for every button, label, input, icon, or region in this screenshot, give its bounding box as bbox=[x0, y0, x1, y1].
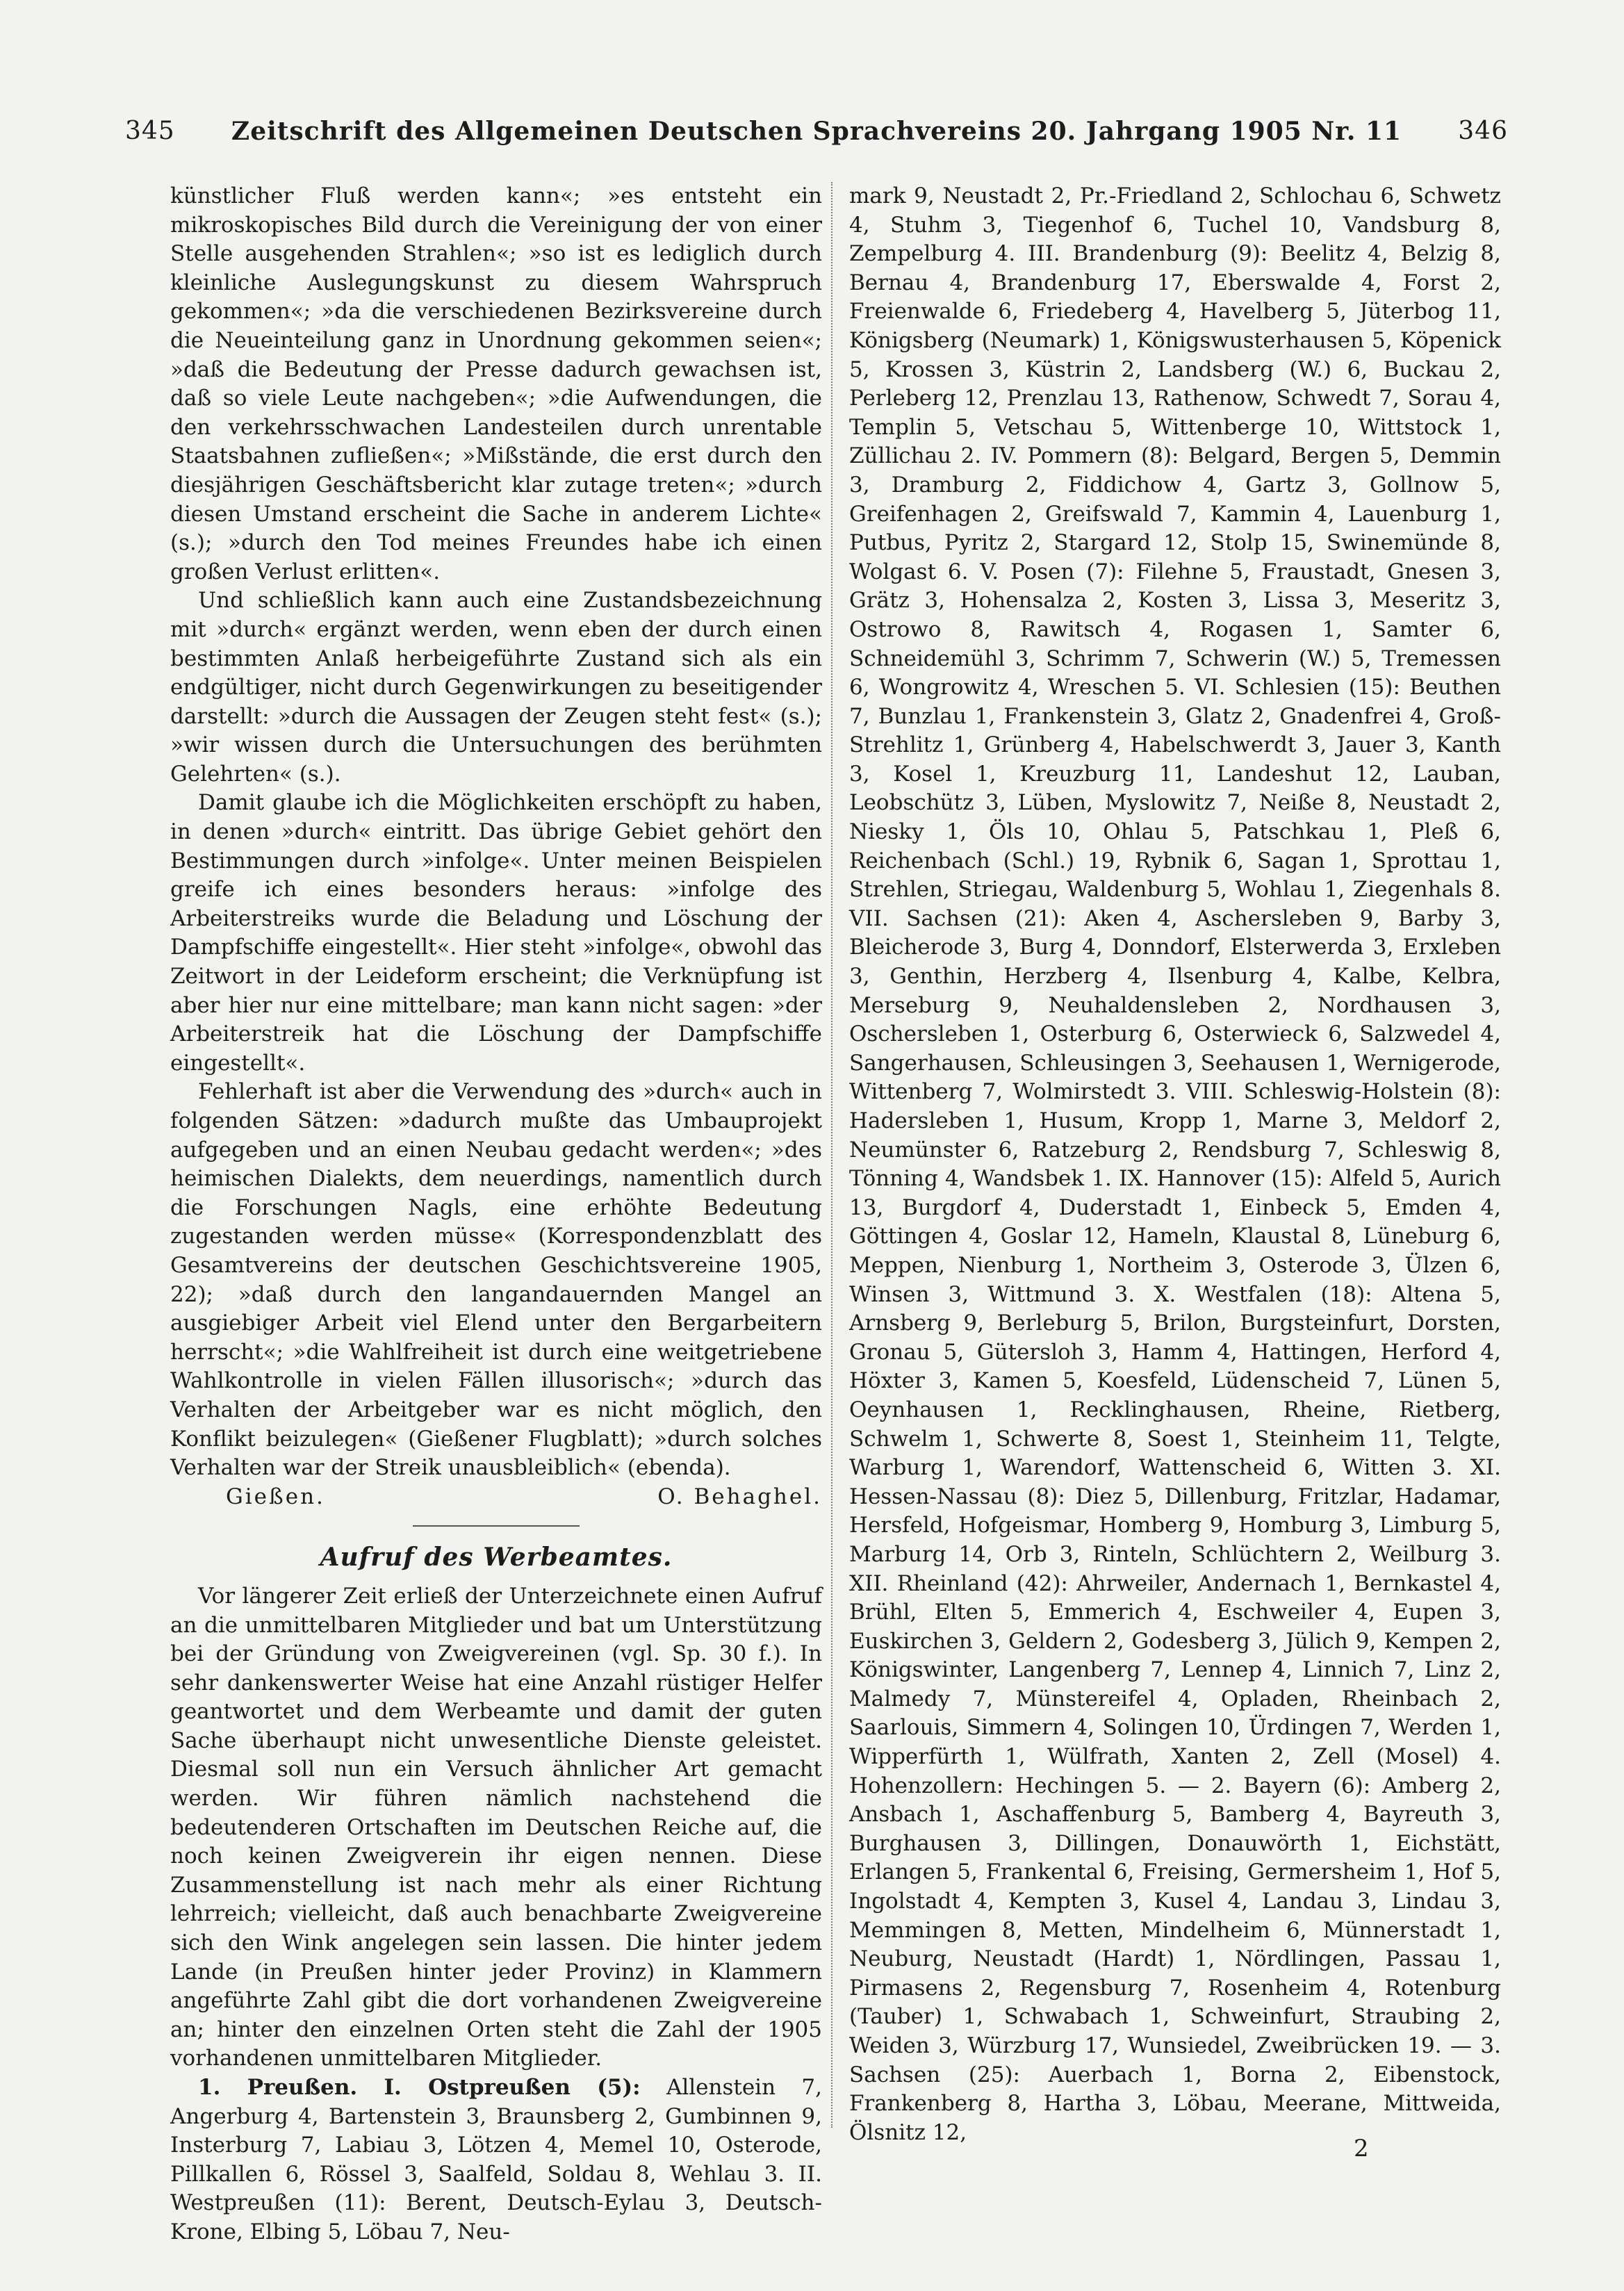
page-number-right: 346 bbox=[1458, 117, 1508, 145]
left-paragraph-3: Damit glaube ich die Möglichkeiten erschöpft zu haben, in denen »durch« eintritt. Das übrige Gebiet gehört den Bestimmungen durch »infolge«. Unter meinen Beispielen greife ich eines besonders heraus: »infolge des Arbeiterstreiks wurde die Beladung und Löschung der Dampfschiffe eingestellt«. Hier steht »infolge«, obwohl das Zeitwort in der Leideform erscheint; die Verknüpfung ist aber hier nur eine mittelbare; man kann nicht sagen: »der Arbeiterstreik hat die Löschung der Dampfschiffe eingestellt«. bbox=[170, 790, 822, 1076]
journal-title: Zeitschrift des Allgemeinen Deutschen Sprachvereins 20. Jahrgang 1905 Nr. 11 bbox=[231, 117, 1402, 146]
signature-author: O. Behaghel. bbox=[657, 1484, 822, 1509]
signature-place: Gießen. bbox=[226, 1484, 325, 1509]
left-column bbox=[170, 182, 822, 2247]
column-divider bbox=[831, 182, 832, 2128]
signature-line bbox=[170, 1483, 822, 1512]
page-number-left: 345 bbox=[125, 117, 175, 145]
list-text: Allenstein 7, Angerburg 4, Bartenstein 3, Braunsberg 2, Gumbinnen 9, Insterburg 7, Labiau 3, Lötzen 4, Memel 10, Osterode, Pillkallen 6, Rössel 3, Saalfeld, Soldau 8, Wehlau 3. II. Westpreußen (11): Berent, Deutsch-Eylau 3, Deutsch-Krone, Elbing 5, Löbau 7, Neu- bbox=[170, 2075, 822, 2244]
right-paragraph-1: mark 9, Neustadt 2, Pr.-Friedland 2, Schlochau 6, Schwetz 4, Stuhm 3, Tiegenhof 6, Tuchel 10, Vandsburg 8, Zempelburg 4. III. Brandenburg (9): Beelitz 4, Belzig 8, Bernau 4, Brandenburg 17, Eberswalde 4, Forst 2, Freienwalde 6, Friedeberg 4, Havelberg 5, Jüterbog 11, Königsberg (Neumark) 1, Königswusterhausen 5, Köpenick 5, Krossen 3, Küstrin 2, Landsberg (W.) 6, Buckau 2, Perleberg 12, Prenzlau 13, Rathenow, Schwedt 7, Sorau 4, Templin 5, Vetschau 5, Wittenberge 10, Wittstock 1, Züllichau 2. IV. Pommern (8): Belgard, Bergen 5, Demmin 3, Dramburg 2, Fiddichow 4, Gartz 3, Gollnow 5, Greifenhagen 2, Greifswald 7, Kammin 4, Lauenburg 1, Putbus, Pyritz 2, Stargard 12, Stolp 15, Swinemünde 8, Wolgast 6. V. Posen (7): Filehne 5, Fraustadt, Gnesen 3, Grätz 3, Hohensalza 2, Kosten 3, Lissa 3, Meseritz 3, Ostrowo 8, Rawitsch 4, Rogasen 1, Samter 6, Schneidemühl 3, Schrimm 7, Schwerin (W.) 5, Tremessen 6, Wongrowitz 4, Wreschen 5. VI. Schlesien (15): Beuthen 7, Bunzlau 1, Frankenstein 3, Glatz 2, Gnadenfrei 4, Groß-Strehlitz 1, Grünberg 4, Habelschwerdt 3, Jauer 3, Kanth 3, Kosel 1, Kreuzburg 11, Landeshut 12, Lauban, Leobschütz 3, Lüben, Myslowitz 7, Neiße 8, Neustadt 2, Niesky 1, Öls 10, Ohlau 5, Patschkau 1, Pleß 6, Reichenbach (Schl.) 19, Rybnik 6, Sagan 1, Sprottau 1, Strehlen, Striegau, Waldenburg 5, Wohlau 1, Ziegenhals 8. VII. Sachsen (21): Aken 4, Aschersleben 9, Barby 3, Bleicherode 3, Burg 4, Donndorf, Elsterwerda 3, Erxleben 3, Genthin, Herzberg 4, Ilsenburg 4, Kalbe, Kelbra, Merseburg 9, Neuhaldensleben 2, Nordhausen 3, Oschersleben 1, Osterburg 6, Osterwieck 6, Salzwedel 4, Sangerhausen, Schleusingen 3, Seehausen 1, Wernigerode, Wittenberg 7, Wolmirstedt 3. VIII. Schleswig-Holstein (8): Hadersleben 1, Husum, Kropp 1, Marne 3, Meldorf 2, Neumünster 6, Ratzeburg 2, Rendsburg 7, Schleswig 8, Tönning 4, Wandsbek 1. IX. Hannover (15): Alfeld 5, Aurich 13, Burgdorf 4, Duderstadt 1, Einbeck 5, Emden 4, Göttingen 4, Goslar 12, Hameln, Klaustal 8, Lüneburg 6, Meppen, Nienburg 1, Northeim 3, Osterode 3, Ülzen 6, Winsen 3, Wittmund 3. X. Westfalen (18): Altena 5, Arnsberg 9, Berleburg 5, Brilon, Burgsteinfurt, Dorsten, Gronau 5, Gütersloh 3, Hamm 4, Hattingen, Herford 4, Höxter 3, Kamen 5, Koesfeld, Lüdenscheid 7, Lünen 5, Oeynhausen 1, Recklinghausen, Rheine, Rietberg, Schwelm 1, Schwerte 8, Soest 1, Steinheim 11, Telgte, Warburg 1, Warendorf, Wattenscheid 6, Witten 3. XI. Hessen-Nassau (8): Diez 5, Dillenburg, Fritzlar, Hadamar, Hersfeld, Hofgeismar, Homberg 9, Homburg 3, Limburg 5, Marburg 14, Orb 3, Rinteln, Schlüchtern 2, Weilburg 3. XII. Rheinland (42): Ahrweiler, Andernach 1, Bernkastel 4, Brühl, Elten 5, Emmerich 4, Eschweiler 4, Eupen 3, Euskirchen 3, Geldern 2, Godesberg 3, Jülich 9, Kempen 2, Königswinter, Langenberg 7, Lennep 4, Linnich 7, Linz 2, Malmedy 7, Münstereifel 4, Opladen, Rheinbach 2, Saarlouis, Simmern 4, Solingen 10, Ürdingen 7, Werden 1, Wipperfürth 1, Wülfrath, Xanten 2, Zell (Mosel) 4. Hohenzollern: Hechingen 5. — 2. Bayern (6): Amberg 2, Ansbach 1, Aschaffenburg 5, Bamberg 4, Bayreuth 3, Burghausen 3, Dillingen, Donauwörth 1, Eichstätt, Erlangen 5, Frankental 6, Freising, Germersheim 1, Hof 5, Ingolstadt 4, Kempten 3, Kusel 4, Landau 3, Lindau 3, Memmingen 8, Metten, Mindelheim 6, Münnerstadt 1, Neuburg, Neustadt (Hardt) 1, Nördlingen, Passau 1, Pirmasens 2, Regensburg 7, Rosenheim 4, Rotenburg (Tauber) 1, Schwabach 1, Schweinfurt, Straubing 2, Weiden 3, Würzburg 17, Wunsiedel, Zweibrücken 19. — 3. Sachsen (25): Auerbach 1, Borna 2, Eibenstock, Frankenberg 8, Hartha 3, Löbau, Meerane, Mittweida, Ölsnitz 12, bbox=[849, 183, 1501, 2145]
left-paragraph-6 bbox=[170, 2074, 822, 2247]
section-heading: Aufruf des Werbeamtes. bbox=[320, 1543, 673, 1573]
left-paragraph-2: Und schließlich kann auch eine Zustandsbezeichnung mit »durch« ergänzt werden, wenn eben der durch einen bestimmten Anlaß herbeigeführte Zustand sich als ein endgültiger, nicht durch Gegenwirkungen zu beseitigender darstellt: »durch die Aussagen der Zeugen steht fest« (s.); »wir wissen durch die Untersuchungen des berühmten Gelehrten« (s.). bbox=[170, 588, 822, 787]
left-paragraph-1: künstlicher Fluß werden kann«; »es entsteht ein mikroskopisches Bild durch die Vereinigung der von einer Stelle ausgehenden Strahlen«; »so ist es lediglich durch kleinliche Auslegungskunst zu diesem Wahrspruch gekommen«; »da die verschiedenen Bezirksvereine durch die Neueinteilung ganz in Unordnung gekommen seien«; »daß die Bedeutung der Presse dadurch gewachsen ist, daß so viele Leute nachgeben«; »die Aufwendungen, die den verkehrsschwachen Landesteilen durch unrentable Staatsbahnen zufließen«; »Mißstände, die erst durch den diesjährigen Geschäftsbericht klar zutage treten«; »durch diesen Umstand erscheint die Sache in anderem Lichte« (s.); »durch den Tod meines Freundes habe ich einen großen Verlust erlitten«. bbox=[170, 183, 822, 584]
right-column bbox=[849, 182, 1501, 2147]
signature-mark: 2 bbox=[1354, 2135, 1369, 2162]
list-lead: 1. Preußen. I. Ostpreußen (5): bbox=[198, 2075, 641, 2100]
page-header bbox=[125, 117, 1508, 158]
left-paragraph-5: Vor längerer Zeit erließ der Unterzeichnete einen Aufruf an die unmittelbaren Mitglieder und bat um Unterstützung bei der Gründung von Zweigvereinen (vgl. Sp. 30 f.). In sehr dankenswerter Weise hat eine Anzahl rüstiger Helfer geantwortet und dem Werbeamte und damit der guten Sache überhaupt nicht unwesentliche Dienste geleistet. Diesmal soll nun ein Versuch ähnlicher Art gemacht werden. Wir führen nämlich nachstehend die bedeutenderen Ortschaften im Deutschen Reiche auf, die noch keinen Zweigverein ihr eigen nennen. Diese Zusammenstellung ist nach mehr als einer Richtung lehrreich; vielleicht, daß auch benachbarte Zweigvereine sich den Wink angelegen sein lassen. Die hinter jedem Lande (in Preußen hinter jeder Provinz) in Klammern angeführte Zahl gibt die dort vorhandenen Zweigvereine an; hinter den einzelnen Orten steht die Zahl der 1905 vorhandenen unmittelbaren Mitglieder. bbox=[170, 1583, 822, 2071]
section-divider bbox=[413, 1525, 580, 1527]
left-paragraph-4: Fehlerhaft ist aber die Verwendung des »durch« auch in folgenden Sätzen: »dadurch mußte das Umbauprojekt aufgegeben und an einen Neubau gedacht werden«; »des heimischen Dialekts, dem neuerdings, namentlich durch die Forschungen Nagls, eine erhöhte Bedeutung zugestanden werden müsse« (Korrespondenzblatt des Gesamtvereins der deutschen Geschichtsvereine 1905, 22); »daß durch den langandauernden Mangel an ausgiebiger Arbeit viel Elend unter den Bergarbeitern herrscht«; »die Wahlfreiheit ist durch eine weitgetriebene Wahlkontrolle in vielen Fällen illusorisch«; »durch das Verhalten der Arbeitgeber war es nicht möglich, den Konflikt beizulegen« (Gießener Flugblatt); »durch solches Verhalten war der Streik unausbleiblich« (ebenda). bbox=[170, 1079, 822, 1481]
